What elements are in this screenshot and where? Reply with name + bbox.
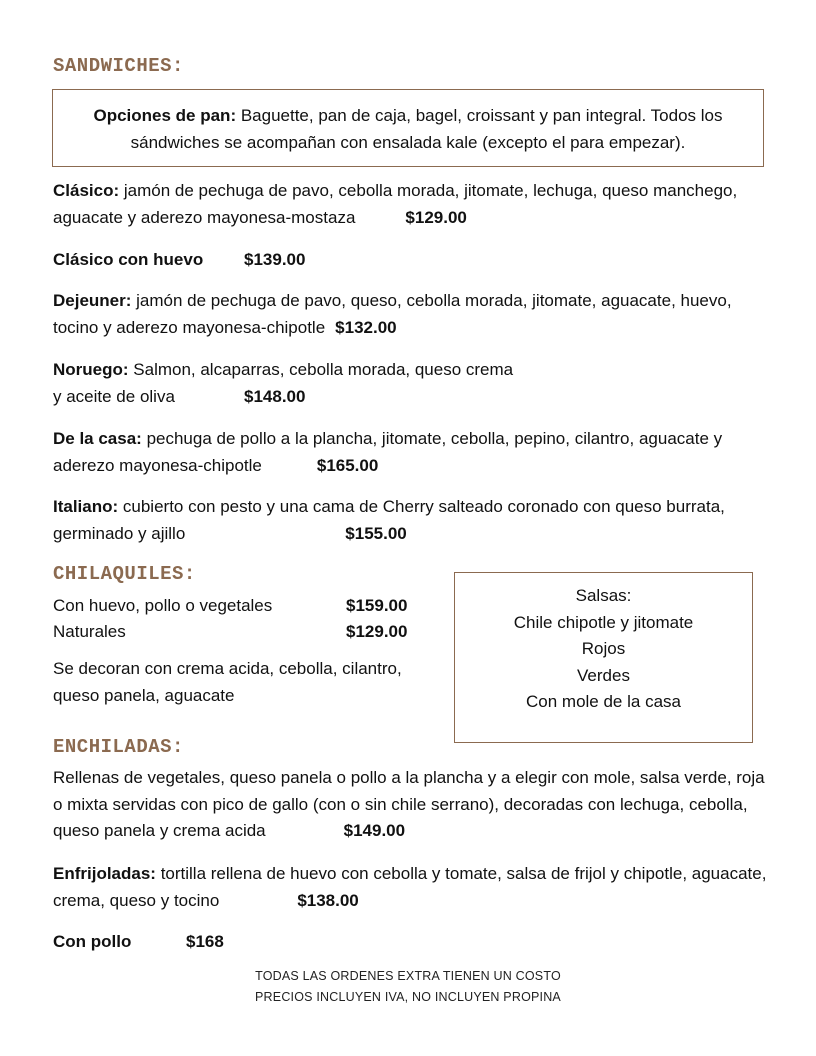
item-description: tortilla rellena de huevo con cebolla y tomate, salsa de frijol y chipotle, aguacate, crema, queso y tocino xyxy=(53,864,767,910)
item-description-cont: y aceite de oliva xyxy=(53,386,175,406)
item-description: cubierto con pesto y una cama de Cherry salteado coronado con queso burrata, germinado y ajillo xyxy=(53,497,725,543)
menu-item-de-la-casa xyxy=(53,426,768,479)
item-description: pechuga de pollo a la plancha, jitomate, cebolla, pepino, cilantro, aguacate y aderezo mayonesa-chipotle xyxy=(53,429,723,475)
item-name: Italiano: xyxy=(53,497,119,516)
garnish-line-2: queso panela, aguacate xyxy=(53,685,235,705)
menu-item-con-pollo xyxy=(53,929,768,956)
item-price: $149.00 xyxy=(343,821,406,840)
salsa-item: Chile chipotle y jitomate xyxy=(513,612,694,632)
bread-options-box xyxy=(52,89,764,167)
menu-item-clasico-con-huevo xyxy=(53,247,768,274)
footer-notes xyxy=(0,966,816,1007)
item-name: Enfrijoladas: xyxy=(53,864,156,883)
option-price: $129.00 xyxy=(346,622,408,641)
chilaquiles-garnish xyxy=(53,656,453,709)
menu-item-enfrijoladas xyxy=(53,861,773,914)
item-price: $148.00 xyxy=(244,386,306,406)
menu-item-italiano xyxy=(53,494,768,547)
item-name: De la casa: xyxy=(53,429,142,448)
option-label: Con huevo, pollo o vegetales xyxy=(53,596,273,615)
footer-line-extra-cost: TODAS LAS ORDENES EXTRA TIENEN UN COSTO xyxy=(255,969,561,983)
item-description: jamón de pechuga de pavo, cebolla morada, jitomate, lechuga, queso manchego, aguacate y aderezo mayonesa-mostaza xyxy=(53,181,738,227)
item-price: $168 xyxy=(186,932,224,951)
chilaquiles-option-naturales xyxy=(53,619,433,645)
salsas-title: Salsas: xyxy=(575,586,632,605)
item-name: Clásico con huevo xyxy=(53,250,204,269)
chilaquiles-heading: CHILAQUILES: xyxy=(53,563,196,585)
item-description: Salmon, alcaparras, cebolla morada, queso crema xyxy=(128,360,514,379)
bread-options-text: Baguette, pan de caja, bagel, croissant y pan integral. Todos los sándwiches se acompañan con ensalada kale (excepto el para empezar). xyxy=(130,106,723,152)
option-label: Naturales xyxy=(53,622,126,641)
chilaquiles-option-con-huevo xyxy=(53,593,433,619)
item-price: $155.00 xyxy=(345,523,407,543)
bread-options-label: Opciones de pan: xyxy=(93,106,237,125)
item-name: Dejeuner: xyxy=(53,291,132,310)
item-price: $132.00 xyxy=(335,317,397,337)
menu-item-enchiladas xyxy=(53,765,768,845)
salsas-box xyxy=(454,572,753,743)
item-price: $165.00 xyxy=(316,455,379,475)
item-description: Rellenas de vegetales, queso panela o pollo a la plancha y a elegir con mole, salsa verde, roja o mixta servidas con pico de gallo (con o sin chile serrano), decoradas con lechuga, cebolla, queso panela y crema acida xyxy=(53,768,765,840)
footer-line-prices: PRECIOS INCLUYEN IVA, NO INCLUYEN PROPINA xyxy=(255,989,561,1004)
item-name: Clásico: xyxy=(53,181,120,200)
item-name: Noruego: xyxy=(53,360,129,379)
item-price: $129.00 xyxy=(405,207,467,227)
menu-item-dejeuner xyxy=(53,288,768,341)
salsa-item: Verdes xyxy=(577,665,630,685)
menu-item-noruego xyxy=(53,357,768,410)
option-price: $159.00 xyxy=(346,596,408,615)
item-description: jamón de pechuga de pavo, queso, cebolla morada, jitomate, aguacate, huevo, tocino y aderezo mayonesa-chipotle xyxy=(53,291,732,337)
salsa-item: Con mole de la casa xyxy=(526,692,681,711)
sandwiches-heading: SANDWICHES: xyxy=(53,55,184,77)
garnish-line-1: Se decoran con crema acida, cebolla, cilantro, xyxy=(53,659,402,678)
item-price: $138.00 xyxy=(297,890,359,910)
menu-item-clasico xyxy=(53,178,768,231)
enchiladas-heading: ENCHILADAS: xyxy=(53,736,184,758)
salsa-item: Rojos xyxy=(581,639,626,658)
item-price: $139.00 xyxy=(244,250,306,269)
item-name: Con pollo xyxy=(53,932,132,951)
